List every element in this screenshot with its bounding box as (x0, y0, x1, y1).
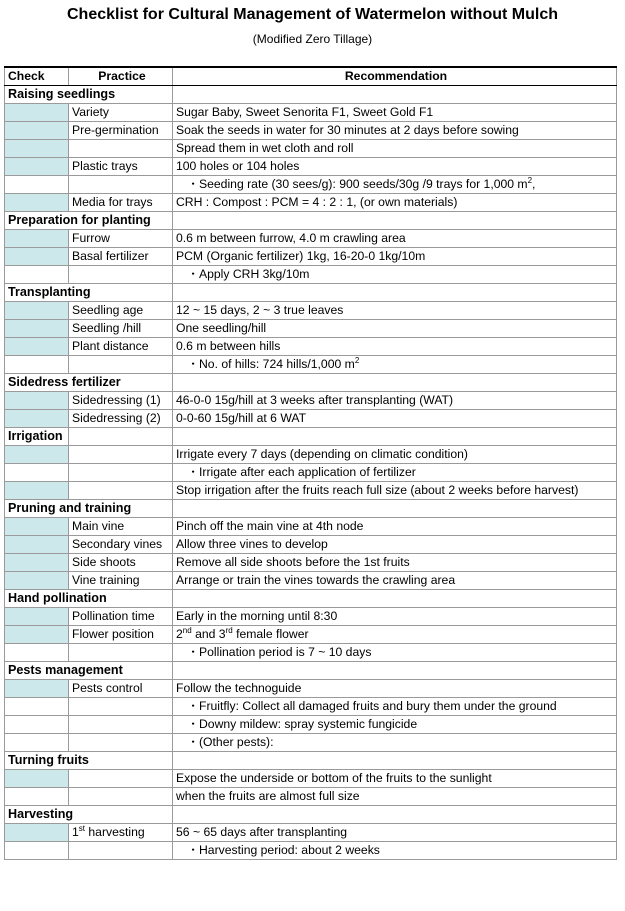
section-title: Transplanting (5, 284, 173, 302)
section-row (5, 662, 617, 680)
table-row (5, 770, 617, 788)
check-box[interactable] (5, 230, 69, 248)
recommendation-cell: 12 ~ 15 days, 2 ~ 3 true leaves (173, 302, 617, 320)
table-row (5, 734, 617, 752)
section-row (5, 806, 617, 824)
table-row (5, 824, 617, 842)
table-row (5, 104, 617, 122)
check-box[interactable] (5, 536, 69, 554)
table-row (5, 194, 617, 212)
table-row (5, 230, 617, 248)
check-box[interactable] (5, 482, 69, 500)
practice-cell: Variety (69, 104, 173, 122)
practice-cell: Plant distance (69, 338, 173, 356)
table-row (5, 356, 617, 374)
table-row (5, 140, 617, 158)
bullet-icon: ・ (187, 267, 200, 281)
section-title: Turning fruits (5, 752, 173, 770)
check-box[interactable] (5, 770, 69, 788)
check-box[interactable] (5, 338, 69, 356)
section-title: Pests management (5, 662, 173, 680)
recommendation-cell: Pinch off the main vine at 4th node (173, 518, 617, 536)
practice-cell: Basal fertilizer (69, 248, 173, 266)
check-box[interactable] (5, 320, 69, 338)
recommendation-cell: Arrange or train the vines towards the crawling area (173, 572, 617, 590)
page-title: Checklist for Cultural Management of Watermelon without Mulch (67, 6, 558, 23)
section-title: Preparation for planting (5, 212, 173, 230)
practice-cell: Seedling age (69, 302, 173, 320)
table-header-row (5, 67, 617, 86)
section-title: Harvesting (5, 806, 173, 824)
bullet-icon: ・ (187, 357, 200, 371)
check-box[interactable] (5, 302, 69, 320)
recommendation-cell: ・(Other pests): (173, 734, 617, 752)
check-box[interactable] (5, 140, 69, 158)
bullet-icon: ・ (187, 843, 200, 857)
recommendation-cell: 0.6 m between hills (173, 338, 617, 356)
recommendation-cell: ・Harvesting period: about 2 weeks (173, 842, 617, 860)
section-row (5, 500, 617, 518)
section-row (5, 752, 617, 770)
section-row (5, 284, 617, 302)
table-row (5, 338, 617, 356)
recommendation-cell: Soak the seeds in water for 30 minutes at 2 days before sowing (173, 122, 617, 140)
table-row (5, 266, 617, 284)
practice-cell: Side shoots (69, 554, 173, 572)
section-title: Sidedress fertilizer (5, 374, 173, 392)
check-box[interactable] (5, 572, 69, 590)
practice-cell: Pre-germination (69, 122, 173, 140)
section-title: Irrigation (5, 428, 69, 446)
recommendation-cell: CRH : Compost : PCM = 4 : 2 : 1, (or own materials) (173, 194, 617, 212)
bullet-icon: ・ (187, 699, 200, 713)
section-row (5, 590, 617, 608)
table-row (5, 626, 617, 644)
practice-cell: Flower position (69, 626, 173, 644)
table-row (5, 572, 617, 590)
section-row (5, 212, 617, 230)
practice-cell: Plastic trays (69, 158, 173, 176)
bullet-icon: ・ (187, 717, 200, 731)
recommendation-cell: ・Fruitfly: Collect all damaged fruits and bury them under the ground (173, 698, 617, 716)
check-box[interactable] (5, 122, 69, 140)
header-check: Check (5, 67, 69, 86)
check-box[interactable] (5, 608, 69, 626)
check-box[interactable] (5, 104, 69, 122)
recommendation-cell: ・Irrigate after each application of fertilizer (173, 464, 617, 482)
table-row (5, 680, 617, 698)
check-box[interactable] (5, 392, 69, 410)
table-row (5, 302, 617, 320)
check-box[interactable] (5, 158, 69, 176)
page-subtitle: (Modified Zero Tillage) (252, 32, 373, 46)
check-box[interactable] (5, 824, 69, 842)
recommendation-cell: Stop irrigation after the fruits reach full size (about 2 weeks before harvest) (173, 482, 617, 500)
bullet-icon: ・ (187, 177, 200, 191)
section-row (5, 428, 617, 446)
table-row (5, 410, 617, 428)
table-row (5, 842, 617, 860)
table-row (5, 518, 617, 536)
check-box[interactable] (5, 410, 69, 428)
table-row (5, 788, 617, 806)
practice-cell: Vine training (69, 572, 173, 590)
table-row (5, 392, 617, 410)
practice-cell: 1st harvesting (69, 824, 173, 842)
recommendation-cell: when the fruits are almost full size (173, 788, 617, 806)
table-row (5, 608, 617, 626)
section-row (5, 374, 617, 392)
table-row (5, 446, 617, 464)
table-row (5, 158, 617, 176)
recommendation-cell: 0-0-60 15g/hill at 6 WAT (173, 410, 617, 428)
check-box[interactable] (5, 446, 69, 464)
check-box[interactable] (5, 518, 69, 536)
practice-cell: Main vine (69, 518, 173, 536)
practice-cell: Media for trays (69, 194, 173, 212)
recommendation-cell: Expose the underside or bottom of the fruits to the sunlight (173, 770, 617, 788)
recommendation-cell: 46-0-0 15g/hill at 3 weeks after transplanting (WAT) (173, 392, 617, 410)
practice-cell: Sidedressing (2) (69, 410, 173, 428)
recommendation-cell: 100 holes or 104 holes (173, 158, 617, 176)
recommendation-cell: Spread them in wet cloth and roll (173, 140, 617, 158)
table-row (5, 554, 617, 572)
header-practice: Practice (69, 67, 173, 86)
recommendation-cell: 56 ~ 65 days after transplanting (173, 824, 617, 842)
practice-cell: Pests control (69, 680, 173, 698)
section-title: Pruning and training (5, 500, 173, 518)
recommendation-cell: One seedling/hill (173, 320, 617, 338)
recommendation-cell: Sugar Baby, Sweet Senorita F1, Sweet Gold F1 (173, 104, 617, 122)
recommendation-cell: 0.6 m between furrow, 4.0 m crawling area (173, 230, 617, 248)
table-row (5, 320, 617, 338)
table-row (5, 698, 617, 716)
table-row (5, 176, 617, 194)
bullet-icon: ・ (187, 645, 200, 659)
check-box[interactable] (5, 248, 69, 266)
section-title: Hand pollination (5, 590, 173, 608)
section-title: Raising seedlings (5, 86, 173, 104)
bullet-icon: ・ (187, 735, 200, 749)
recommendation-cell: ・Seeding rate (30 sees/g): 900 seeds/30g /9 trays for 1,000 $m^2$, (173, 176, 617, 194)
check-box[interactable] (5, 554, 69, 572)
recommendation-cell: Remove all side shoots before the 1st fruits (173, 554, 617, 572)
practice-cell: Seedling /hill (69, 320, 173, 338)
checklist-table (4, 66, 617, 860)
recommendation-cell: PCM (Organic fertilizer) 1kg, 16-20-0 1kg/10m (173, 248, 617, 266)
check-box[interactable] (5, 680, 69, 698)
table-row (5, 482, 617, 500)
table-row (5, 716, 617, 734)
check-box[interactable] (5, 194, 69, 212)
recommendation-cell: Follow the technoguide (173, 680, 617, 698)
table-row (5, 644, 617, 662)
practice-cell: Furrow (69, 230, 173, 248)
recommendation-cell: Irrigate every 7 days (depending on climatic condition) (173, 446, 617, 464)
recommendation-cell: ・Pollination period is 7 ~ 10 days (173, 644, 617, 662)
recommendation-cell: 2nd and 3rd female flower (173, 626, 617, 644)
recommendation-cell: ・No. of hills: 724 hills/1,000 $m^2$ (173, 356, 617, 374)
table-row (5, 248, 617, 266)
header-recommendation: Recommendation (173, 67, 617, 86)
recommendation-cell: Early in the morning until 8:30 (173, 608, 617, 626)
table-row (5, 122, 617, 140)
table-row (5, 536, 617, 554)
practice-cell: Pollination time (69, 608, 173, 626)
recommendation-cell: ・Downy mildew: spray systemic fungicide (173, 716, 617, 734)
table-row (5, 464, 617, 482)
bullet-icon: ・ (187, 465, 200, 479)
practice-cell: Secondary vines (69, 536, 173, 554)
recommendation-cell: ・Apply CRH 3kg/10m (173, 266, 617, 284)
recommendation-cell: Allow three vines to develop (173, 536, 617, 554)
section-row (5, 86, 617, 104)
check-box[interactable] (5, 626, 69, 644)
practice-cell: Sidedressing (1) (69, 392, 173, 410)
